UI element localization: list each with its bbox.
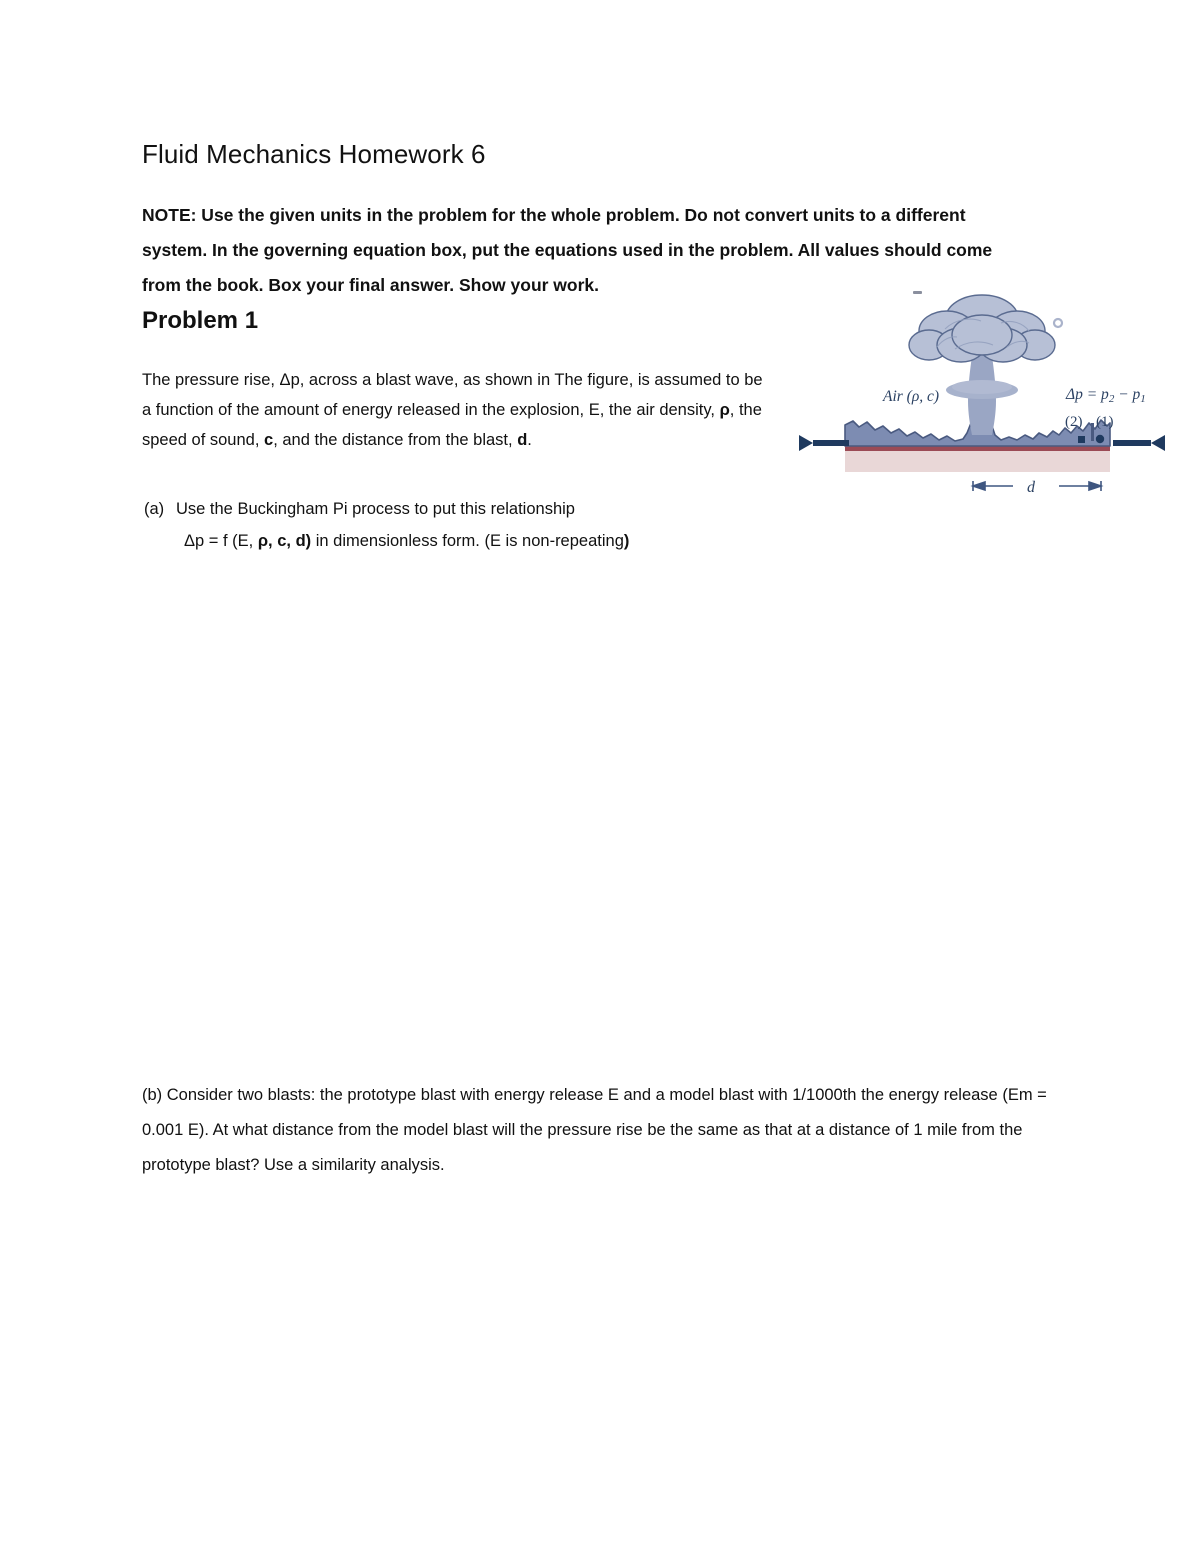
item-a-line2 <box>144 525 764 557</box>
right-shock-arrow <box>1113 435 1165 451</box>
item-a-equation-pre: Δp = f (E, <box>184 532 258 550</box>
problem-body-c: c <box>264 431 274 449</box>
item-a-equation-post: in dimensionless form. (E is non-repeating <box>311 532 624 550</box>
problem-body-d: d <box>517 431 528 449</box>
blast-wave-figure <box>795 283 1170 513</box>
mushroom-collar-top <box>952 380 1012 394</box>
ground-slab <box>845 450 1110 472</box>
point-1-marker <box>1096 435 1104 443</box>
mushroom-cap <box>909 295 1055 362</box>
air-label: Air (ρ, c) <box>883 388 940 405</box>
problem-body-text-3: , and the distance from the blast, <box>273 431 518 449</box>
point-1-label: (1) <box>1096 414 1114 430</box>
item-a-label: (a) <box>144 500 165 518</box>
left-shock-arrow <box>799 435 849 451</box>
note-paragraph: NOTE: Use the given units in the problem for the whole problem. Do not convert units to a different system. In the governing equation box, put the equations used in the problem. All values should come from the book. Box your final answer. Show your work. <box>142 205 993 295</box>
problem-body-text-4: . <box>527 431 532 449</box>
delta-p-label: Δp = p2 − p1 <box>1066 386 1146 405</box>
item-a-line1: Use the Buckingham Pi process to put this relationship <box>176 500 575 518</box>
figure-artifact-circle <box>1054 319 1062 327</box>
item-a-equation-end: ) <box>623 532 630 550</box>
distance-dimension <box>973 481 1101 491</box>
problem-1-item-b: (b) Consider two blasts: the prototype blast with energy release E and a model blast with 1/1000th the energy release (Em = 0.001 E). At what distance from the model blast will the pressure rise be the same as that at a distance of 1 mile from the prototype blast? Use a similarity analysis. <box>142 1086 1047 1174</box>
point-2-marker <box>1078 436 1085 443</box>
item-a-equation-vars: ρ, c, d) <box>257 532 312 550</box>
point-divider-tick <box>1091 423 1094 441</box>
distance-label: d <box>1027 479 1035 496</box>
problem-body-text-2: , the speed of sound, <box>142 401 762 449</box>
problem-body-text-1: The pressure rise, Δp, across a blast wave, as shown in The figure, is assumed to be a function of the amount of energy released in the explosion, E, the air density, <box>142 371 763 419</box>
problem-1-heading: Problem 1 <box>142 307 259 334</box>
problem-body-rho: ρ <box>719 401 730 419</box>
problem-1-item-a <box>144 493 764 557</box>
page-title: Fluid Mechanics Homework 6 <box>142 139 486 169</box>
problem-1-body <box>142 365 767 455</box>
point-2-label: (2) <box>1065 414 1083 430</box>
